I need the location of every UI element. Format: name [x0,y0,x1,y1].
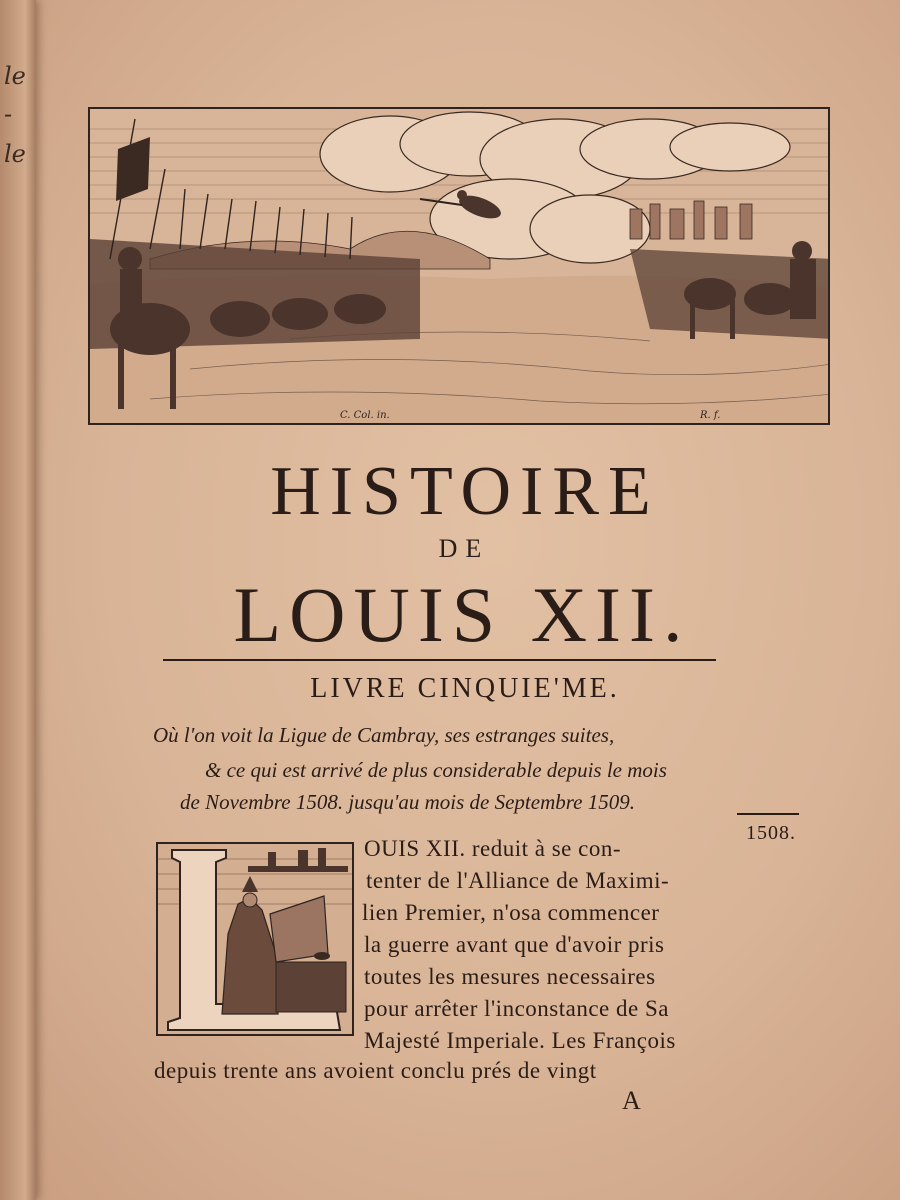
margin-date: 1508. [746,822,796,844]
title-line-3: LOUIS XII. [233,571,691,658]
body-line: lien Premier, n'osa commencer [362,900,660,925]
summary-line: de Novembre 1508. jusqu'au mois de Septembre 1509. [180,790,635,814]
book-heading: LIVRE CINQUIE'ME. [310,673,620,704]
body-line: depuis trente ans avoient conclu prés de vingt [154,1058,597,1083]
engraving-signature-left: C. Col. in. [340,410,390,421]
title-rule [163,659,716,661]
body-line: toutes les mesures necessaires [364,964,656,989]
body-line: tenter de l'Alliance de Maximi- [366,868,670,893]
engraving-signature-right: R. f. [700,410,721,421]
title-line-2: DE [438,534,490,563]
margin-date-rule [737,813,799,815]
title-line-1: HISTOIRE [270,453,660,530]
prev-page-fragment: - [4,100,13,128]
battle-engraving [88,107,830,425]
signature-mark: A [622,1086,641,1115]
body-line: la guerre avant que d'avoir pris [364,932,665,957]
prev-page-fragment: le [4,62,26,90]
battle-scene-illustration [90,109,830,425]
summary-line: Où l'on voit la Ligue de Cambray, ses estranges suites, [153,723,615,747]
body-line: OUIS XII. reduit à se con- [364,836,621,861]
body-line: Majesté Imperiale. Les François [364,1028,676,1053]
body-line: pour arrêter l'inconstance de Sa [364,996,669,1021]
dropcap-illustration [156,842,354,1036]
prev-page-fragment: le [4,140,26,168]
summary-line: & ce qui est arrivé de plus considerable depuis le mois [205,758,667,782]
scholar-drop-cap-l [158,844,354,1036]
